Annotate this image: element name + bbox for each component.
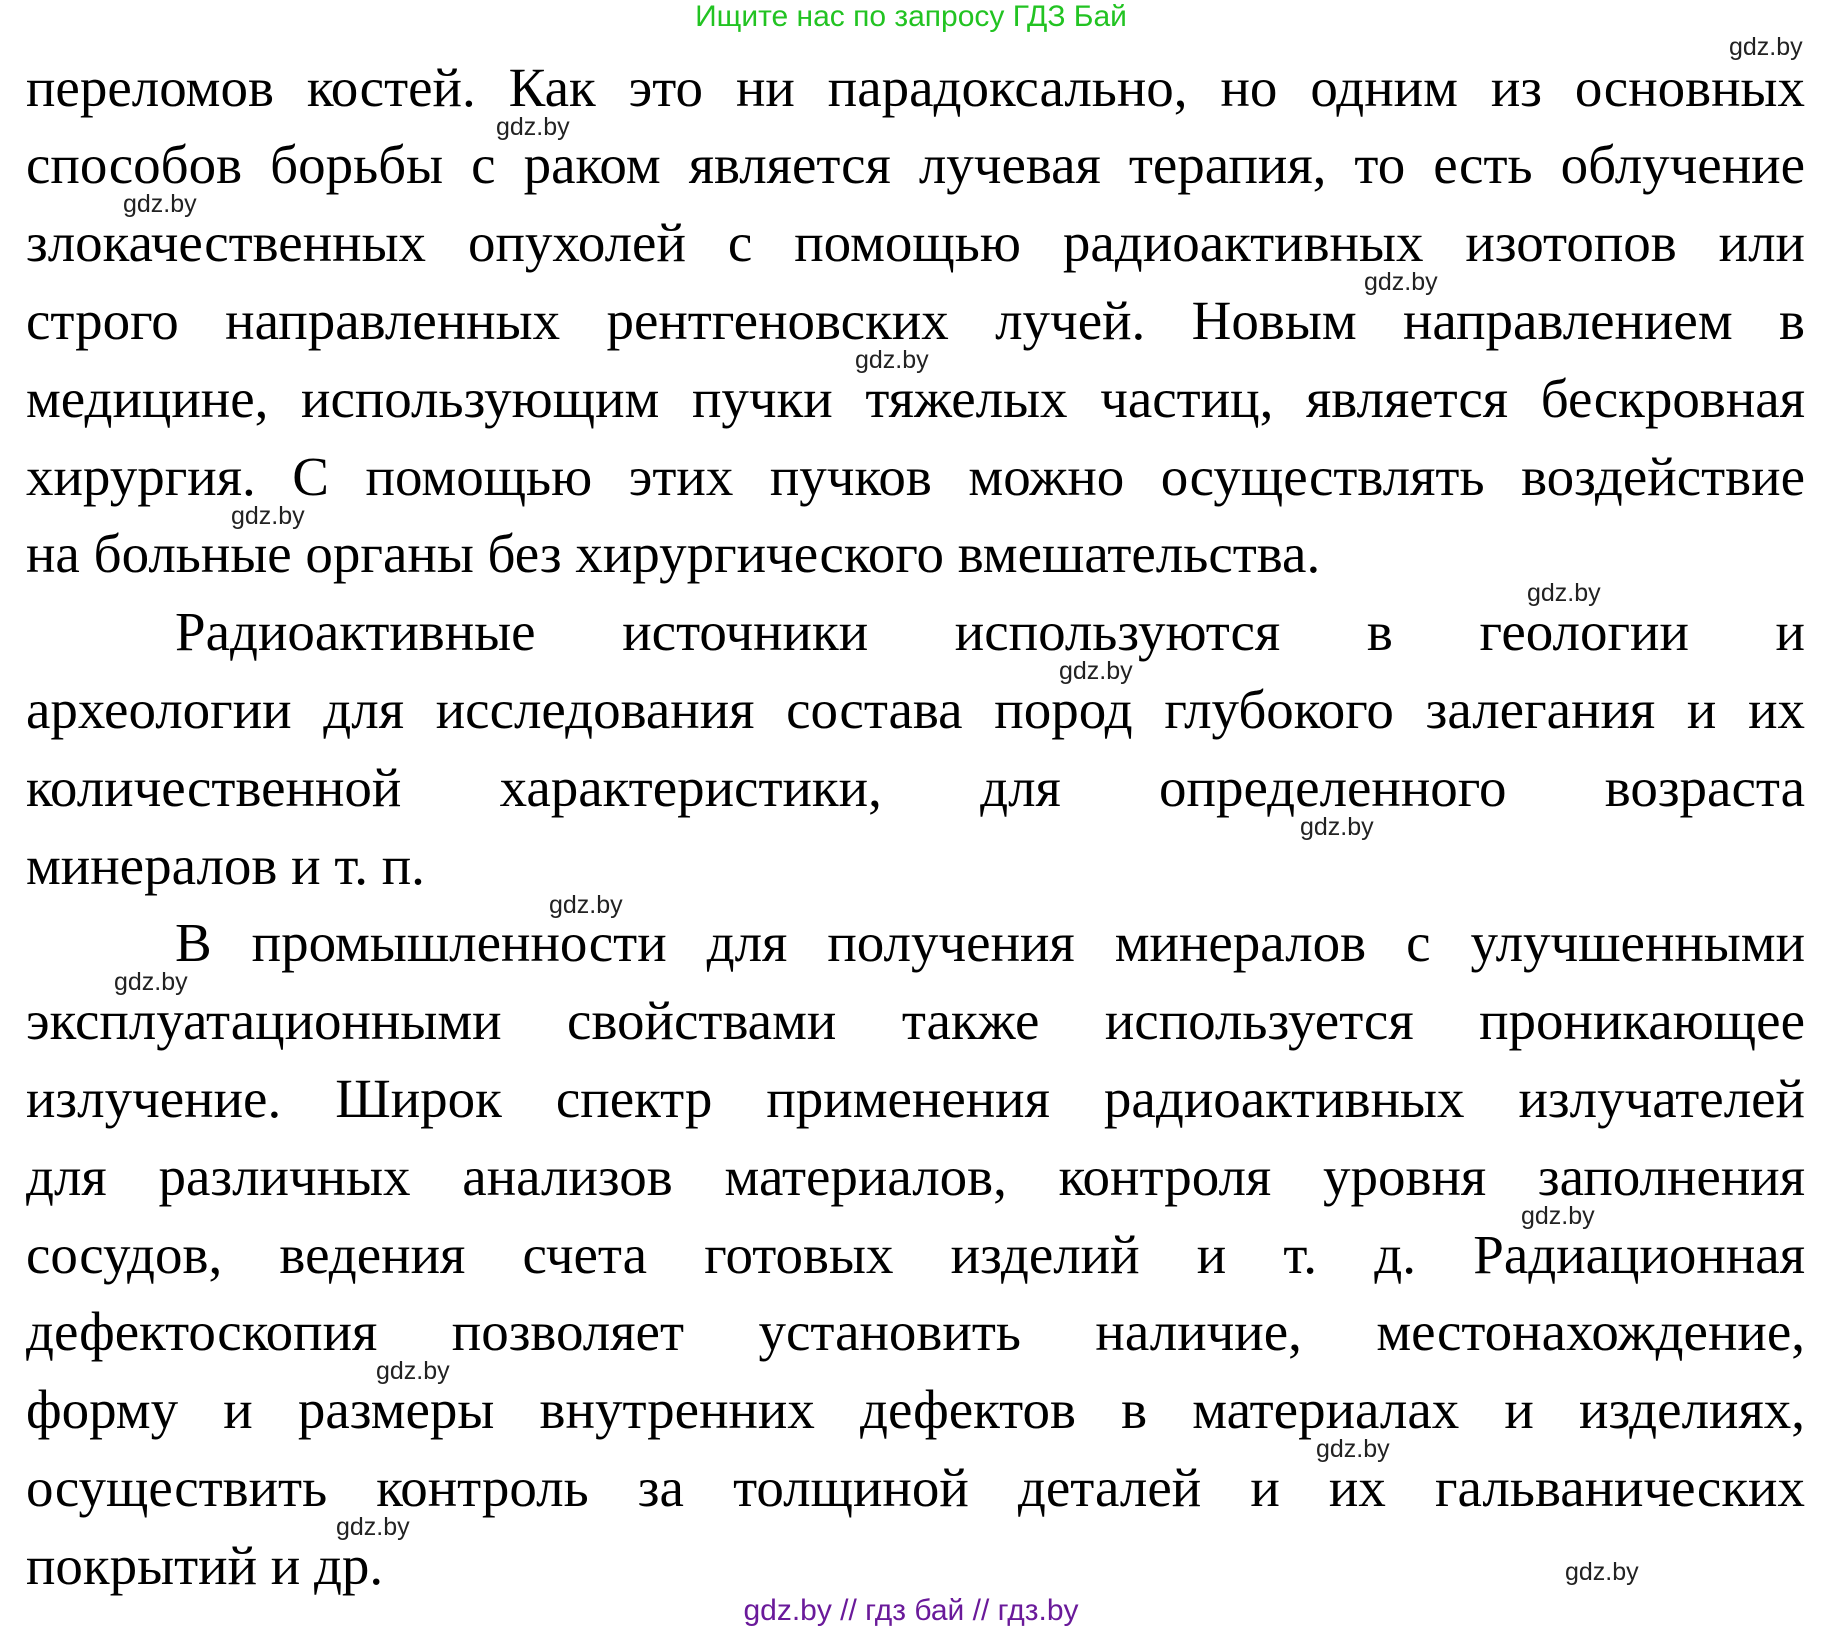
watermark: gdz.by bbox=[496, 112, 570, 141]
watermark: gdz.by bbox=[1059, 657, 1133, 686]
text-line: Радиоактивные источники используются в геологии и bbox=[175, 601, 1805, 663]
text-line: В промышленности для получения минералов с улучшенными bbox=[175, 912, 1805, 974]
text-line: количественной характеристики, для определенного возраста bbox=[26, 756, 1805, 818]
footer-links: gdz.by // гдз бай // гдз.by bbox=[743, 1594, 1079, 1627]
text-line: на больные органы без хирургического вмешательства. bbox=[26, 523, 1321, 585]
watermark: gdz.by bbox=[549, 890, 623, 919]
watermark: gdz.by bbox=[123, 190, 197, 219]
text-line: медицине, использующим пучки тяжелых частиц, является бескровная bbox=[26, 367, 1805, 429]
text-line: злокачественных опухолей с помощью радиоактивных изотопов или bbox=[26, 212, 1805, 274]
text-line: осуществить контроль за толщиной деталей и их гальванических bbox=[26, 1456, 1805, 1518]
watermark: gdz.by bbox=[1364, 268, 1438, 297]
text-line: излучение. Широк спектр применения радиоактивных излучателей bbox=[26, 1067, 1805, 1129]
watermark: gdz.by bbox=[1729, 33, 1803, 61]
text-line: переломов костей. Как это ни парадоксально, но одним из основных bbox=[26, 56, 1805, 118]
watermark: gdz.by bbox=[1300, 812, 1374, 841]
text-line: сосудов, ведения счета готовых изделий и т. д. Радиационная bbox=[26, 1223, 1805, 1285]
watermark: gdz.by bbox=[855, 345, 929, 374]
watermark: gdz.by bbox=[1565, 1558, 1639, 1586]
text-line: эксплуатационными свойствами также используется проникающее bbox=[26, 990, 1805, 1052]
text-line: покрытий и др. bbox=[26, 1534, 384, 1596]
watermark: gdz.by bbox=[1521, 1201, 1595, 1230]
text-line: дефектоскопия позволяет установить наличие, местонахождение, bbox=[26, 1301, 1805, 1363]
search-hint-banner: Ищите нас по запросу ГДЗ Бай bbox=[695, 0, 1127, 33]
text-line: археологии для исследования состава пород глубокого залегания и их bbox=[26, 678, 1805, 740]
watermark: gdz.by bbox=[376, 1357, 450, 1386]
text-line: минералов и т. п. bbox=[26, 834, 425, 896]
watermark: gdz.by bbox=[336, 1512, 410, 1541]
text-line: хирургия. С помощью этих пучков можно осуществлять воздействие bbox=[26, 445, 1805, 507]
text-line: для различных анализов материалов, контроля уровня заполнения bbox=[26, 1145, 1805, 1207]
document-body bbox=[26, 56, 1805, 1616]
watermark: gdz.by bbox=[231, 501, 305, 530]
text-line: строго направленных рентгеновских лучей. Новым направлением в bbox=[26, 289, 1805, 351]
text-line: способов борьбы с раком является лучевая терапия, то есть облучение bbox=[26, 134, 1805, 196]
watermark: gdz.by bbox=[1527, 579, 1601, 608]
watermark: gdz.by bbox=[1316, 1435, 1390, 1464]
watermark: gdz.by bbox=[114, 968, 188, 997]
text-line: форму и размеры внутренних дефектов в материалах и изделиях, bbox=[26, 1379, 1805, 1441]
